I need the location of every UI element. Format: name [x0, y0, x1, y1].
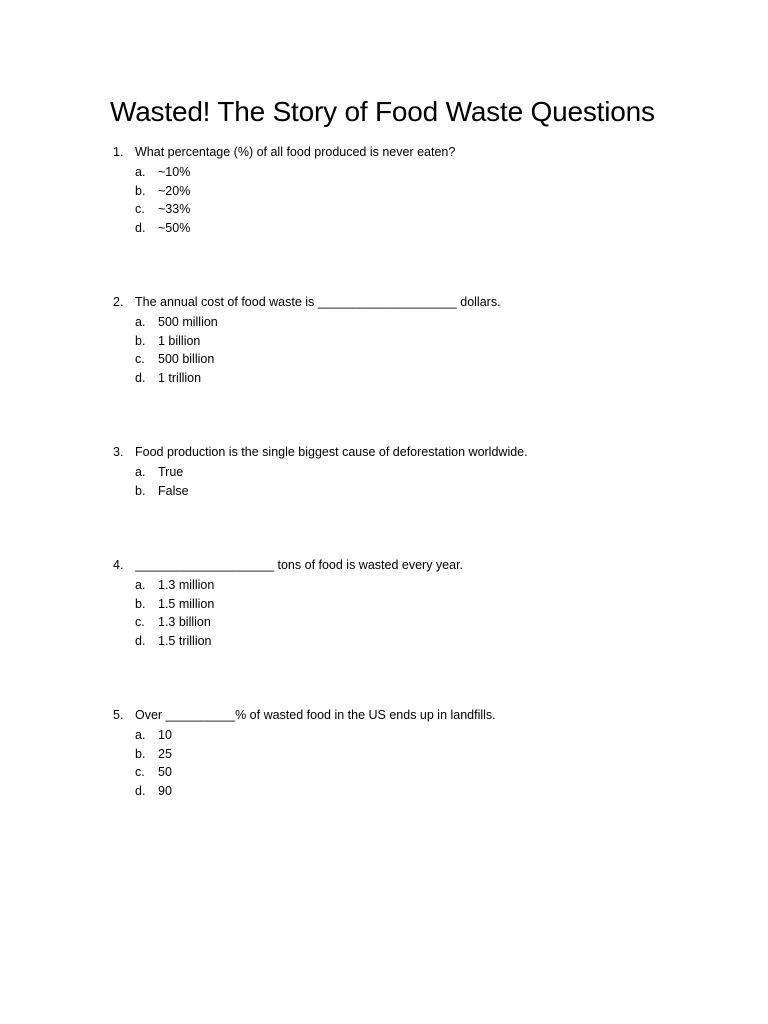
option-c [113, 613, 713, 632]
option-a [113, 463, 713, 482]
option-letter: d. [135, 634, 146, 649]
option-c [113, 350, 713, 369]
option-text: 1 billion [158, 333, 201, 348]
option-letter: d. [135, 784, 146, 799]
option-c [113, 763, 713, 782]
question-line [113, 556, 713, 575]
option-a [113, 576, 713, 595]
option-text: 1.3 million [158, 578, 215, 592]
question-number: 4. [113, 558, 124, 572]
question-number: 1. [113, 145, 124, 159]
option-text: ~50% [158, 221, 191, 236]
option-letter: c. [135, 202, 145, 217]
question-line [113, 443, 713, 462]
option-letter: c. [135, 615, 145, 630]
option-text: 500 billion [158, 352, 215, 367]
option-list [113, 463, 713, 500]
option-text: 25 [158, 746, 172, 761]
option-letter: a. [135, 165, 146, 179]
option-b [113, 482, 713, 501]
option-letter: b. [135, 483, 146, 498]
option-letter: b. [135, 333, 146, 348]
page-title: Wasted! The Story of Food Waste Questions [110, 96, 655, 127]
option-text: False [158, 483, 189, 498]
option-c [113, 200, 713, 219]
question-line [113, 706, 713, 725]
option-letter: c. [135, 765, 145, 780]
question-4 [113, 556, 713, 651]
option-letter: a. [135, 578, 146, 592]
option-list [113, 576, 713, 651]
option-b [113, 745, 713, 764]
option-letter: a. [135, 728, 146, 742]
option-a [113, 163, 713, 182]
option-text: 1.5 million [158, 596, 215, 611]
question-2 [113, 293, 713, 388]
option-d [113, 632, 713, 651]
option-text: ~20% [158, 183, 191, 198]
option-text: 50 [158, 765, 172, 780]
option-letter: b. [135, 746, 146, 761]
option-list [113, 726, 713, 801]
option-text: True [158, 465, 184, 479]
option-letter: a. [135, 465, 146, 479]
option-text: ~10% [158, 165, 191, 179]
question-3 [113, 443, 713, 500]
option-letter: c. [135, 352, 145, 367]
question-text: Over __________% of wasted food in the US ends up in landfills. [135, 708, 496, 722]
option-text: 1.5 trillion [158, 634, 212, 649]
option-a [113, 726, 713, 745]
option-text: ~33% [158, 202, 191, 217]
question-number: 3. [113, 445, 124, 459]
option-letter: b. [135, 183, 146, 198]
option-letter: d. [135, 371, 146, 386]
question-text: The annual cost of food waste is ____________________ dollars. [135, 295, 501, 309]
option-text: 90 [158, 784, 172, 799]
question-line [113, 293, 713, 312]
option-letter: d. [135, 221, 146, 236]
option-list [113, 313, 713, 388]
option-d [113, 369, 713, 388]
option-b [113, 332, 713, 351]
option-text: 500 million [158, 315, 218, 329]
option-d [113, 219, 713, 238]
option-letter: a. [135, 315, 146, 329]
question-text: What percentage (%) of all food produced is never eaten? [135, 145, 456, 159]
option-list [113, 163, 713, 238]
question-number: 5. [113, 708, 124, 722]
question-text: Food production is the single biggest cause of deforestation worldwide. [135, 445, 528, 459]
option-text: 1 trillion [158, 371, 202, 386]
option-b [113, 182, 713, 201]
question-1 [113, 143, 713, 238]
option-a [113, 313, 713, 332]
option-b [113, 595, 713, 614]
question-number: 2. [113, 295, 124, 309]
question-line [113, 143, 713, 162]
question-text: ____________________ tons of food is wasted every year. [135, 558, 464, 572]
option-text: 1.3 billion [158, 615, 211, 630]
option-letter: b. [135, 596, 146, 611]
question-5 [113, 706, 713, 801]
option-text: 10 [158, 728, 172, 742]
option-d [113, 782, 713, 801]
